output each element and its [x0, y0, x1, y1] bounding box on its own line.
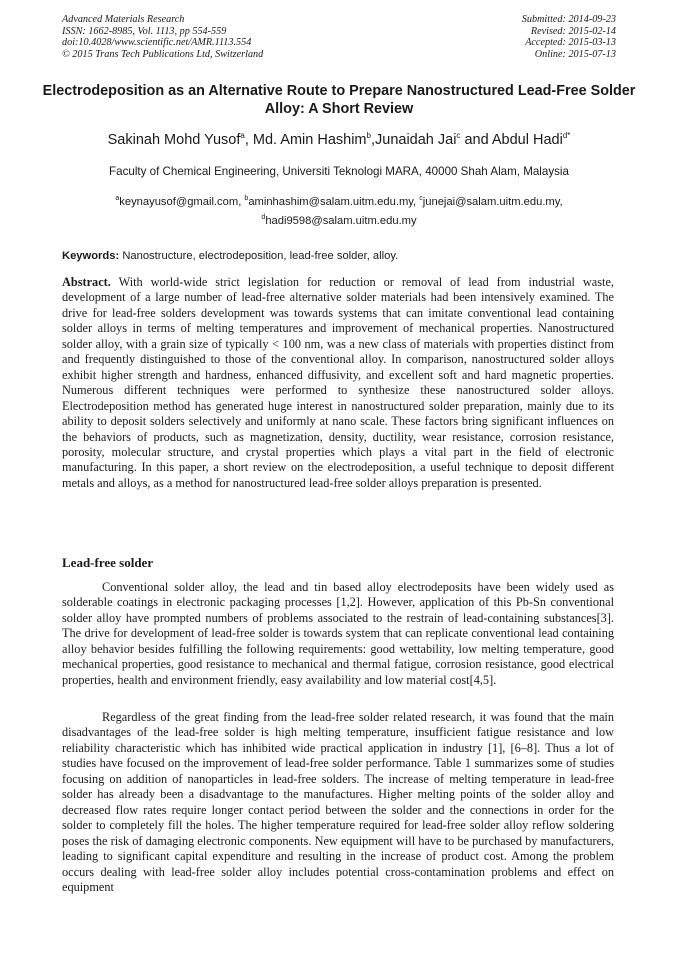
- email-line: [20, 210, 658, 229]
- author-superscript: b: [366, 131, 371, 140]
- abstract: [62, 275, 614, 491]
- author-name: Md. Amin Hashim: [252, 132, 367, 148]
- author-emails: [20, 191, 658, 229]
- email-superscript: b: [244, 195, 249, 202]
- issn-line: ISSN: 1662-8985, Vol. 1113, pp 554-559: [62, 25, 227, 37]
- author-separator: ,: [244, 132, 253, 148]
- author-name: Junaidah Jai: [375, 132, 457, 148]
- author-name: Sakinah Mohd Yusof: [107, 132, 241, 148]
- publication-info: [62, 14, 263, 60]
- email-separator: ,: [413, 196, 420, 208]
- publication-dates: [522, 14, 616, 60]
- author-separator: and: [460, 132, 492, 148]
- affiliation: Faculty of Chemical Engineering, Universiti Teknologi MARA, 40000 Shah Alam, Malaysia: [109, 165, 569, 178]
- email-superscript: a: [115, 195, 120, 202]
- paper-title: Electrodeposition as an Alternative Route to Prepare Nanostructured Lead-Free Solder Alloy: A Short Review: [42, 83, 636, 117]
- copyright-line: © 2015 Trans Tech Publications Ltd, Switzerland: [62, 48, 264, 60]
- abstract-label: Abstract.: [62, 275, 111, 289]
- author-separator: ,: [370, 132, 375, 148]
- email-address[interactable]: hadi9598@salam.uitm.edu.my: [265, 215, 417, 227]
- keywords: [62, 250, 638, 262]
- email-superscript: c: [419, 195, 423, 202]
- online-date: Online: 2015-07-13: [534, 48, 616, 60]
- author-name: Abdul Hadi: [491, 132, 563, 148]
- author-superscript: c: [456, 131, 461, 140]
- submitted-date: Submitted: 2014-09-23: [521, 14, 616, 25]
- keywords-label: Keywords:: [62, 250, 120, 262]
- doi-line: doi:10.4028/www.scientific.net/AMR.1113.554: [62, 37, 252, 49]
- email-superscript: d: [261, 214, 266, 221]
- accepted-date: Accepted: 2015-03-13: [525, 37, 616, 49]
- author-superscript: a: [240, 131, 245, 140]
- email-line: [20, 191, 658, 210]
- email-address[interactable]: keynayusof@gmail.com: [119, 196, 239, 208]
- journal-name: Advanced Materials Research: [62, 14, 185, 25]
- section-heading: Lead-free solder: [62, 555, 154, 570]
- email-separator: ,: [238, 196, 245, 208]
- email-address[interactable]: junejai@salam.uitm.edu.my: [422, 196, 560, 208]
- author-list: [20, 131, 658, 148]
- keywords-text: Nanostructure, electrodeposition, lead-free solder, alloy.: [122, 250, 399, 262]
- body-paragraph: Regardless of the great finding from the lead-free solder related research, it was found that the main disadvantages of the lead-free solder is high melting temperature, insufficient fatigue resistance and low reliability characteristic which has inhibited wide practical application in industry [1], [6–8]. Thus a lot of studies have focused on the improvement of lead-free solder performance. Table 1 summarizes some of studies focusing on addition of nanoparticles in lead-free solders. The increase of melting temperature in lead-free solder has already been a disadvantage to the manufactures. Higher melting points of the solder alloy and decreased flow rates require longer contact period between the solder and the connections in order for the solder to completely fill the holes. The higher temperature required for lead-free solder alloy reflow soldering poses the risk of damaging electronic components. New equipment will have to be purchased by manufacturers, leading to significant capital expenditure and resulting in the increase of product cost. Among the problem occurs dealing with lead-free solder alloy includes potential cross-contamination problems and effect on equipment: [62, 710, 614, 894]
- author-superscript: d*: [562, 131, 571, 140]
- email-separator: ,: [559, 196, 563, 208]
- revised-date: Revised: 2015-02-14: [530, 25, 616, 37]
- body-paragraph: Conventional solder alloy, the lead and tin based alloy electrodeposits have been widely used as solderable coatings in electronic packaging processes [1,2]. However, application of this Pb-Sn conventional solder alloy have prompted numbers of problems associated to the restrain of lead-containing substances[3]. The drive for development of lead-free solder is towards system that can replicate conventional lead containing alloy behavior besides fulfilling the following requirements: good wettability, low melting temperature, good mechanical properties, good resistance to mechanical and thermal fatigue, corrosion resistance, good electrical properties, health and environment friendly, easy availability and low material cost[4,5].: [62, 580, 614, 687]
- abstract-text: With world-wide strict legislation for reduction or removal of lead from industrial waste, development of a large number of lead-free alternative solder materials had been intensively examined. The drive for lead-free solders development was towards systems that can imitate conventional lead containing solder alloys in terms of melting temperatures and improvement of mechanical properties. Nanostructured solder alloy, with a grain size of typically < 100 nm, was a new class of materials with properties distinct from and frequently distinguished to those of the conventional alloy. In comparison, nanostructured solder alloys exhibit higher strength and hardness, enhanced diffusivity, and excellent soft and hard magnetic properties. Numerous different techniques were performed to synthesize these nanostructured solder alloys. Electrodeposition method has generated huge interest in nanostructured solder preparation, mainly due to its ability to deposit solders selectively and uniformly at nano scale. These factors bring significant influences on the behaviors of products, such as magnetization, density, ductility, wear resistance, corrosion resistance, porosity, molecular structure, and crystal properties which plays a vital part in the field of electronic manufacturing. In this paper, a short review on the electrodeposition, a useful technique to deposit different metals and alloys, as a method for nanostructured lead-free solder alloys preparation is presented.: [62, 275, 614, 490]
- email-address[interactable]: aminhashim@salam.uitm.edu.my: [248, 196, 414, 208]
